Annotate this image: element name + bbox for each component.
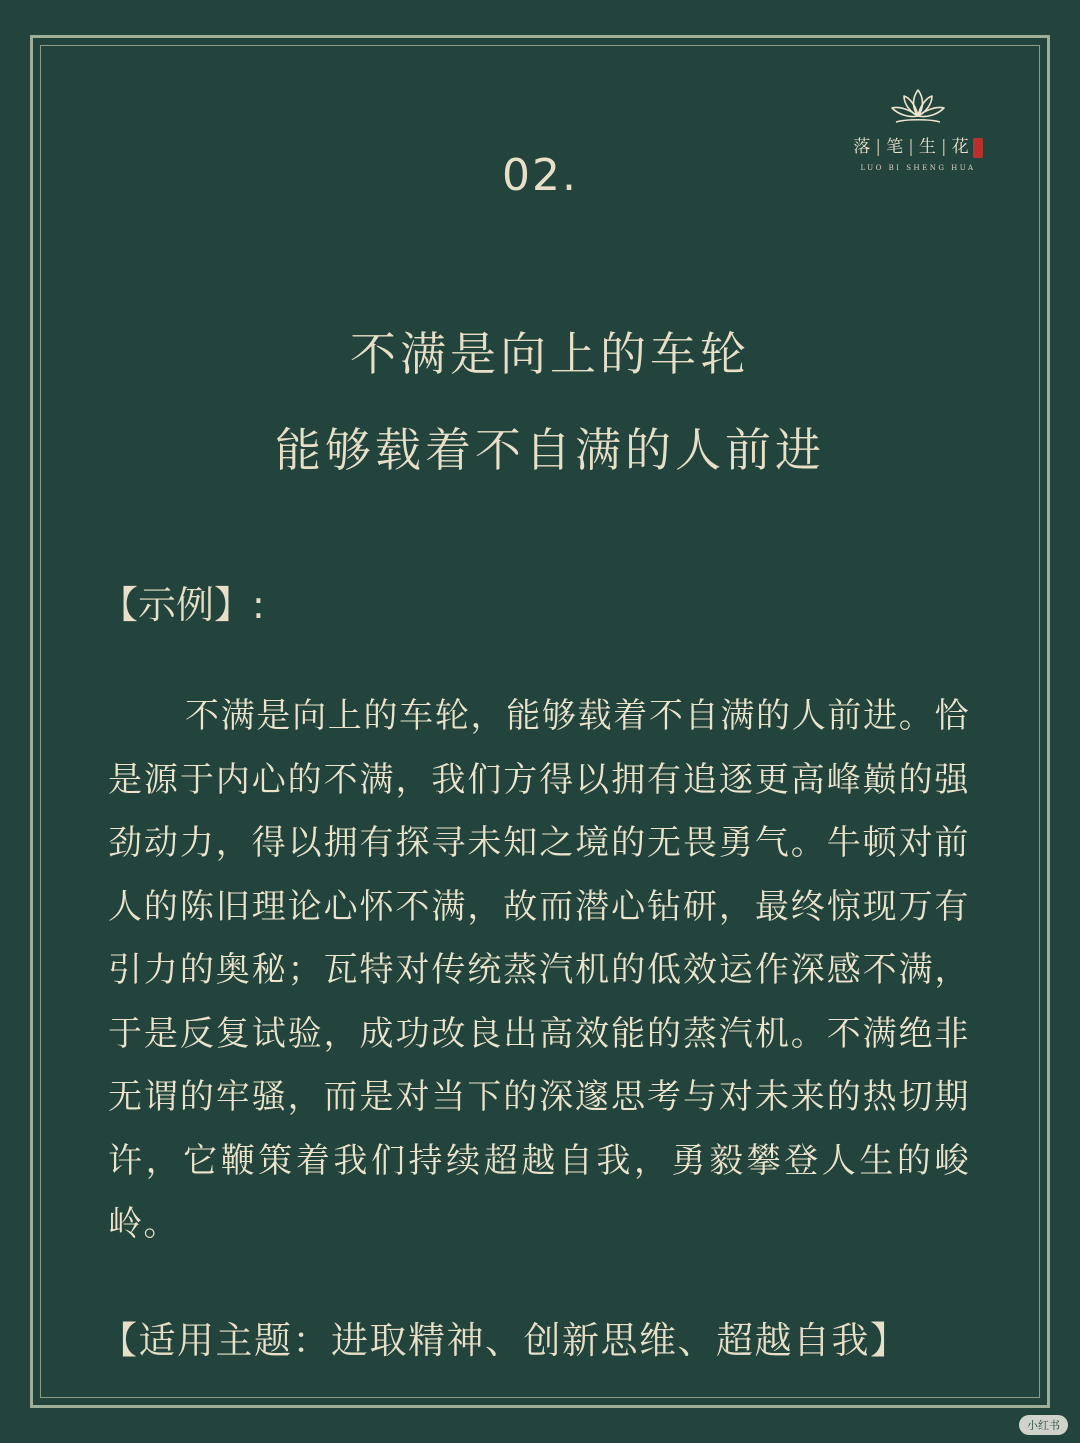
page-title xyxy=(0,306,1080,498)
example-label: 【示例】: xyxy=(100,583,265,627)
title-line-1: 不满是向上的车轮 xyxy=(350,327,750,381)
logo-name: 落 | 笔 | 生 | 花 xyxy=(838,132,998,158)
logo-pinyin: LUO BI SHENG HUA xyxy=(860,163,976,172)
title-line-2: 能够载着不自满的人前进 xyxy=(275,423,825,477)
lotus-icon xyxy=(886,86,950,128)
watermark: 小红书 xyxy=(1019,1415,1068,1435)
applicable-topics: 【适用主题：进取精神、创新思维、超越自我】 xyxy=(100,1319,909,1362)
section-number: 02. xyxy=(502,150,578,201)
example-paragraph: 不满是向上的车轮，能够载着不自满的人前进。恰是源于内心的不满，我们方得以拥有追逐更高峰巅的强劲动力，得以拥有探寻未知之境的无畏勇气。牛顿对前人的陈旧理论心怀不满，故而潜心钻研，最终惊现万有引力的奥秘；瓦特对传统蒸汽机的低效运作深感不满，于是反复试验，成功改良出高效能的蒸汽机。不满绝非无谓的牢骚，而是对当下的深邃思考与对未来的热切期许，它鞭策着我们持续超越自我，勇毅攀登人生的峻岭。 xyxy=(108,696,970,1244)
